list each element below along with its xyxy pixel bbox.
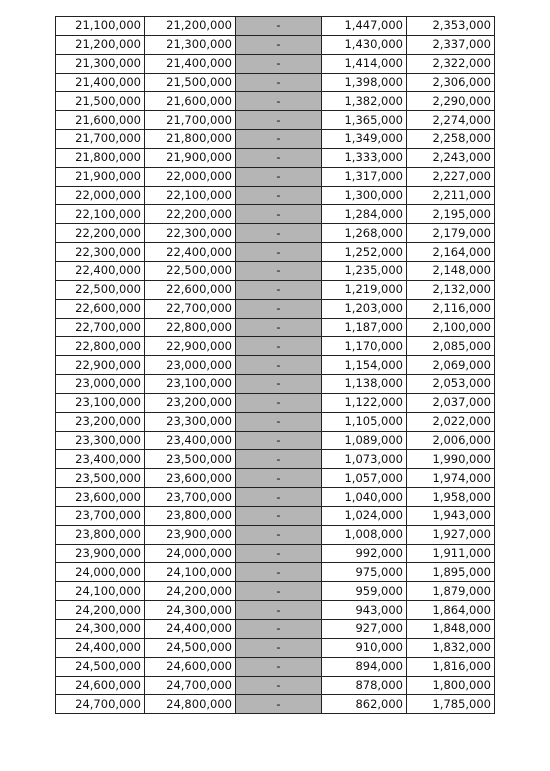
income-to-cell: 24,500,000 (145, 638, 236, 657)
income-to-cell: 24,100,000 (145, 563, 236, 582)
income-to-cell: 23,400,000 (145, 431, 236, 450)
amount-a-cell: 1,317,000 (322, 167, 407, 186)
amount-a-cell: 1,365,000 (322, 111, 407, 130)
income-to-cell: 21,300,000 (145, 35, 236, 54)
table-row (56, 280, 495, 299)
table-row (56, 469, 495, 488)
table-row (56, 243, 495, 262)
amount-b-cell: 1,943,000 (407, 506, 495, 525)
table-row (56, 393, 495, 412)
table-row (56, 375, 495, 394)
shaded-dash-cell: - (236, 130, 322, 149)
amount-a-cell: 1,105,000 (322, 412, 407, 431)
shaded-dash-cell: - (236, 676, 322, 695)
income-to-cell: 21,600,000 (145, 92, 236, 111)
amount-a-cell: 992,000 (322, 544, 407, 563)
income-from-cell: 22,000,000 (56, 186, 145, 205)
shaded-dash-cell: - (236, 73, 322, 92)
amount-b-cell: 2,243,000 (407, 148, 495, 167)
amount-b-cell: 1,832,000 (407, 638, 495, 657)
income-from-cell: 24,600,000 (56, 676, 145, 695)
income-from-cell: 22,400,000 (56, 261, 145, 280)
income-from-cell: 24,500,000 (56, 657, 145, 676)
amount-a-cell: 1,252,000 (322, 243, 407, 262)
table-row (56, 205, 495, 224)
amount-b-cell: 2,006,000 (407, 431, 495, 450)
table-row (56, 186, 495, 205)
income-to-cell: 22,300,000 (145, 224, 236, 243)
shaded-dash-cell: - (236, 488, 322, 507)
shaded-dash-cell: - (236, 506, 322, 525)
income-from-cell: 22,800,000 (56, 337, 145, 356)
shaded-dash-cell: - (236, 35, 322, 54)
shaded-dash-cell: - (236, 243, 322, 262)
amount-b-cell: 1,816,000 (407, 657, 495, 676)
amount-b-cell: 1,864,000 (407, 601, 495, 620)
amount-a-cell: 1,187,000 (322, 318, 407, 337)
table-row (56, 638, 495, 657)
amount-b-cell: 1,879,000 (407, 582, 495, 601)
income-to-cell: 22,800,000 (145, 318, 236, 337)
income-from-cell: 23,000,000 (56, 375, 145, 394)
table-row (56, 111, 495, 130)
income-from-cell: 21,300,000 (56, 54, 145, 73)
amount-a-cell: 1,235,000 (322, 261, 407, 280)
amount-b-cell: 1,895,000 (407, 563, 495, 582)
table-row (56, 148, 495, 167)
amount-a-cell: 1,300,000 (322, 186, 407, 205)
income-to-cell: 23,000,000 (145, 356, 236, 375)
amount-b-cell: 1,990,000 (407, 450, 495, 469)
income-to-cell: 22,700,000 (145, 299, 236, 318)
amount-b-cell: 2,227,000 (407, 167, 495, 186)
table-row (56, 17, 495, 36)
amount-a-cell: 1,382,000 (322, 92, 407, 111)
amount-b-cell: 1,958,000 (407, 488, 495, 507)
income-to-cell: 23,600,000 (145, 469, 236, 488)
amount-a-cell: 1,154,000 (322, 356, 407, 375)
amount-b-cell: 2,100,000 (407, 318, 495, 337)
shaded-dash-cell: - (236, 205, 322, 224)
income-from-cell: 24,700,000 (56, 695, 145, 714)
shaded-dash-cell: - (236, 657, 322, 676)
income-from-cell: 21,500,000 (56, 92, 145, 111)
income-to-cell: 23,300,000 (145, 412, 236, 431)
amount-a-cell: 1,414,000 (322, 54, 407, 73)
amount-a-cell: 1,219,000 (322, 280, 407, 299)
table-row (56, 337, 495, 356)
shaded-dash-cell: - (236, 544, 322, 563)
income-to-cell: 22,600,000 (145, 280, 236, 299)
shaded-dash-cell: - (236, 412, 322, 431)
tax-table (55, 16, 495, 714)
shaded-dash-cell: - (236, 54, 322, 73)
income-to-cell: 24,000,000 (145, 544, 236, 563)
shaded-dash-cell: - (236, 224, 322, 243)
amount-a-cell: 1,284,000 (322, 205, 407, 224)
table-row (56, 695, 495, 714)
shaded-dash-cell: - (236, 431, 322, 450)
amount-b-cell: 1,911,000 (407, 544, 495, 563)
income-to-cell: 21,200,000 (145, 17, 236, 36)
amount-b-cell: 2,195,000 (407, 205, 495, 224)
income-from-cell: 21,900,000 (56, 167, 145, 186)
amount-a-cell: 1,040,000 (322, 488, 407, 507)
income-from-cell: 23,100,000 (56, 393, 145, 412)
amount-a-cell: 1,268,000 (322, 224, 407, 243)
amount-a-cell: 943,000 (322, 601, 407, 620)
income-to-cell: 24,600,000 (145, 657, 236, 676)
shaded-dash-cell: - (236, 186, 322, 205)
table-row (56, 167, 495, 186)
shaded-dash-cell: - (236, 280, 322, 299)
income-from-cell: 21,400,000 (56, 73, 145, 92)
shaded-dash-cell: - (236, 582, 322, 601)
income-from-cell: 23,800,000 (56, 525, 145, 544)
amount-b-cell: 2,085,000 (407, 337, 495, 356)
table-row (56, 450, 495, 469)
amount-b-cell: 2,148,000 (407, 261, 495, 280)
table-row (56, 412, 495, 431)
income-from-cell: 22,900,000 (56, 356, 145, 375)
shaded-dash-cell: - (236, 337, 322, 356)
income-from-cell: 23,500,000 (56, 469, 145, 488)
income-to-cell: 21,400,000 (145, 54, 236, 73)
income-from-cell: 22,300,000 (56, 243, 145, 262)
income-to-cell: 22,400,000 (145, 243, 236, 262)
table-row (56, 506, 495, 525)
income-to-cell: 21,500,000 (145, 73, 236, 92)
amount-a-cell: 1,170,000 (322, 337, 407, 356)
income-to-cell: 23,900,000 (145, 525, 236, 544)
shaded-dash-cell: - (236, 525, 322, 544)
amount-b-cell: 1,785,000 (407, 695, 495, 714)
amount-a-cell: 1,057,000 (322, 469, 407, 488)
table-row (56, 620, 495, 639)
amount-b-cell: 2,306,000 (407, 73, 495, 92)
amount-a-cell: 959,000 (322, 582, 407, 601)
table-row (56, 130, 495, 149)
amount-b-cell: 2,211,000 (407, 186, 495, 205)
income-to-cell: 24,700,000 (145, 676, 236, 695)
income-to-cell: 22,100,000 (145, 186, 236, 205)
table-row (56, 356, 495, 375)
amount-b-cell: 1,800,000 (407, 676, 495, 695)
income-from-cell: 22,700,000 (56, 318, 145, 337)
income-from-cell: 24,100,000 (56, 582, 145, 601)
amount-b-cell: 2,037,000 (407, 393, 495, 412)
amount-b-cell: 2,353,000 (407, 17, 495, 36)
shaded-dash-cell: - (236, 17, 322, 36)
amount-a-cell: 1,089,000 (322, 431, 407, 450)
table-row (56, 318, 495, 337)
shaded-dash-cell: - (236, 393, 322, 412)
income-from-cell: 23,300,000 (56, 431, 145, 450)
income-from-cell: 24,000,000 (56, 563, 145, 582)
table-row (56, 582, 495, 601)
shaded-dash-cell: - (236, 111, 322, 130)
amount-b-cell: 2,274,000 (407, 111, 495, 130)
table-row (56, 657, 495, 676)
income-to-cell: 23,500,000 (145, 450, 236, 469)
amount-a-cell: 1,138,000 (322, 375, 407, 394)
income-from-cell: 23,700,000 (56, 506, 145, 525)
income-to-cell: 24,400,000 (145, 620, 236, 639)
income-from-cell: 21,600,000 (56, 111, 145, 130)
amount-b-cell: 2,322,000 (407, 54, 495, 73)
amount-b-cell: 2,290,000 (407, 92, 495, 111)
shaded-dash-cell: - (236, 469, 322, 488)
amount-a-cell: 1,073,000 (322, 450, 407, 469)
shaded-dash-cell: - (236, 356, 322, 375)
amount-a-cell: 910,000 (322, 638, 407, 657)
income-from-cell: 24,200,000 (56, 601, 145, 620)
shaded-dash-cell: - (236, 695, 322, 714)
income-from-cell: 22,200,000 (56, 224, 145, 243)
amount-a-cell: 975,000 (322, 563, 407, 582)
income-to-cell: 22,200,000 (145, 205, 236, 224)
income-from-cell: 22,100,000 (56, 205, 145, 224)
amount-a-cell: 1,203,000 (322, 299, 407, 318)
income-from-cell: 23,900,000 (56, 544, 145, 563)
income-from-cell: 23,200,000 (56, 412, 145, 431)
amount-b-cell: 2,022,000 (407, 412, 495, 431)
amount-a-cell: 878,000 (322, 676, 407, 695)
amount-b-cell: 2,132,000 (407, 280, 495, 299)
table-row (56, 73, 495, 92)
amount-b-cell: 2,069,000 (407, 356, 495, 375)
income-from-cell: 21,100,000 (56, 17, 145, 36)
shaded-dash-cell: - (236, 261, 322, 280)
income-to-cell: 23,700,000 (145, 488, 236, 507)
amount-a-cell: 862,000 (322, 695, 407, 714)
amount-a-cell: 1,122,000 (322, 393, 407, 412)
table-row (56, 563, 495, 582)
shaded-dash-cell: - (236, 450, 322, 469)
amount-b-cell: 2,053,000 (407, 375, 495, 394)
income-to-cell: 24,200,000 (145, 582, 236, 601)
amount-a-cell: 1,008,000 (322, 525, 407, 544)
income-from-cell: 23,600,000 (56, 488, 145, 507)
income-from-cell: 22,600,000 (56, 299, 145, 318)
amount-b-cell: 1,927,000 (407, 525, 495, 544)
table-row (56, 488, 495, 507)
income-to-cell: 23,800,000 (145, 506, 236, 525)
amount-b-cell: 1,848,000 (407, 620, 495, 639)
amount-b-cell: 1,974,000 (407, 469, 495, 488)
income-from-cell: 22,500,000 (56, 280, 145, 299)
table-row (56, 299, 495, 318)
shaded-dash-cell: - (236, 620, 322, 639)
table-row (56, 92, 495, 111)
table-row (56, 224, 495, 243)
income-to-cell: 23,200,000 (145, 393, 236, 412)
amount-b-cell: 2,116,000 (407, 299, 495, 318)
income-to-cell: 24,300,000 (145, 601, 236, 620)
amount-b-cell: 2,164,000 (407, 243, 495, 262)
amount-b-cell: 2,337,000 (407, 35, 495, 54)
table-row (56, 35, 495, 54)
income-from-cell: 21,800,000 (56, 148, 145, 167)
amount-b-cell: 2,258,000 (407, 130, 495, 149)
income-from-cell: 24,300,000 (56, 620, 145, 639)
table-row (56, 601, 495, 620)
shaded-dash-cell: - (236, 299, 322, 318)
table-row (56, 525, 495, 544)
shaded-dash-cell: - (236, 375, 322, 394)
tax-table-body (56, 17, 495, 714)
income-from-cell: 21,200,000 (56, 35, 145, 54)
shaded-dash-cell: - (236, 638, 322, 657)
income-to-cell: 21,900,000 (145, 148, 236, 167)
income-from-cell: 21,700,000 (56, 130, 145, 149)
amount-a-cell: 1,024,000 (322, 506, 407, 525)
amount-a-cell: 1,349,000 (322, 130, 407, 149)
income-to-cell: 22,500,000 (145, 261, 236, 280)
amount-a-cell: 927,000 (322, 620, 407, 639)
income-to-cell: 22,900,000 (145, 337, 236, 356)
table-row (56, 261, 495, 280)
shaded-dash-cell: - (236, 92, 322, 111)
income-to-cell: 21,700,000 (145, 111, 236, 130)
shaded-dash-cell: - (236, 167, 322, 186)
amount-a-cell: 1,333,000 (322, 148, 407, 167)
amount-a-cell: 1,398,000 (322, 73, 407, 92)
table-row (56, 431, 495, 450)
shaded-dash-cell: - (236, 318, 322, 337)
amount-a-cell: 1,430,000 (322, 35, 407, 54)
amount-b-cell: 2,179,000 (407, 224, 495, 243)
table-row (56, 54, 495, 73)
shaded-dash-cell: - (236, 601, 322, 620)
income-from-cell: 23,400,000 (56, 450, 145, 469)
income-to-cell: 21,800,000 (145, 130, 236, 149)
income-to-cell: 23,100,000 (145, 375, 236, 394)
table-row (56, 676, 495, 695)
amount-a-cell: 894,000 (322, 657, 407, 676)
income-to-cell: 22,000,000 (145, 167, 236, 186)
amount-a-cell: 1,447,000 (322, 17, 407, 36)
income-from-cell: 24,400,000 (56, 638, 145, 657)
table-row (56, 544, 495, 563)
shaded-dash-cell: - (236, 148, 322, 167)
income-to-cell: 24,800,000 (145, 695, 236, 714)
shaded-dash-cell: - (236, 563, 322, 582)
